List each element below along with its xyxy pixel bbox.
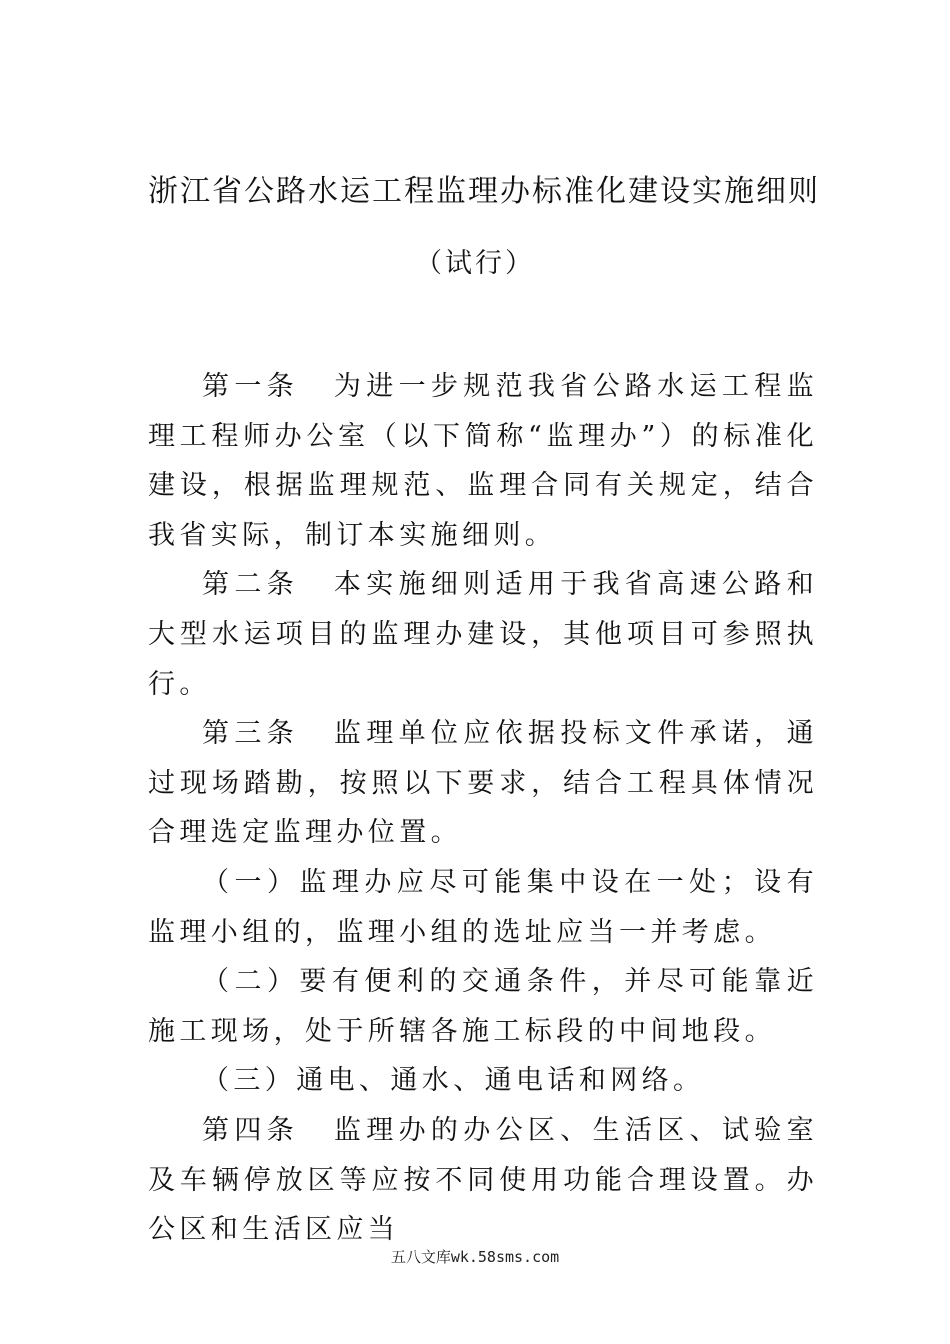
item-text: （一）监理办应尽可能集中设在一处；设有监理小组的，监理小组的选址应当一并考虑。 [148,866,818,948]
article-3 [148,709,818,858]
document-body [148,362,818,1255]
article-text: 为进一步规范我省公路水运工程监理工程师办公室（以下简称“监理办”）的标准化建设，根据监理规范、监理合同有关规定，结合我省实际，制订本实施细则。 [148,371,818,551]
article-label: 第一条 [202,371,299,402]
article-text: 监理单位应依据投标文件承诺，通过现场踏勘，按照以下要求，结合工程具体情况合理选定监理办位置。 [148,718,818,849]
article-label: 第四条 [202,1114,299,1146]
footer-watermark: 五八文库wk.58sms.com [390,1248,560,1266]
document-title: 浙江省公路水运工程监理办标准化建设实施细则 [148,174,820,209]
article-1 [148,362,818,560]
article-text: 监理办的办公区、生活区、试验室及车辆停放区等应按不同使用功能合理设置。办公区和生活区应当 [148,1114,818,1246]
document-subtitle: （试行） [415,248,535,279]
item-text: （二）要有便利的交通条件，并尽可能靠近施工现场，处于所辖各施工标段的中间地段。 [148,966,818,1047]
article-3-item-3 [148,1056,818,1106]
article-4 [148,1106,818,1255]
item-text: （三）通电、通水、通电话和网络。 [202,1065,705,1097]
article-label: 第三条 [202,718,299,750]
article-2 [148,560,818,709]
article-label: 第二条 [202,569,299,601]
article-text: 本实施细则适用于我省高速公路和大型水运项目的监理办建设，其他项目可参照执行。 [148,569,818,700]
article-3-item-2 [148,957,818,1056]
article-3-item-1 [148,858,818,957]
